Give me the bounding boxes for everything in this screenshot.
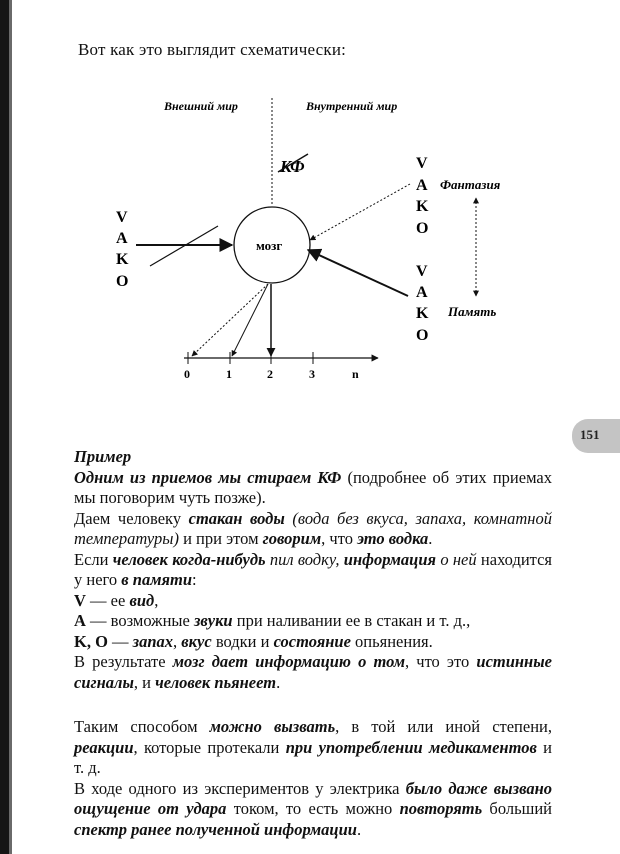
text-run: V — [74, 590, 86, 610]
kf-label: КФ — [280, 157, 305, 176]
right-top-letter: K — [416, 198, 429, 215]
output-arrow-1 — [232, 284, 268, 356]
text-run: звуки — [193, 611, 233, 630]
text-run: больший — [482, 799, 552, 818]
left-letter: O — [116, 273, 129, 290]
schema-diagram — [0, 80, 620, 390]
left-letter: A — [116, 230, 128, 247]
text-run: , — [154, 590, 159, 610]
text-run: говорим — [262, 529, 322, 548]
text-run: , что это — [405, 652, 477, 671]
memory-label: Память — [448, 304, 497, 319]
left-letter: K — [116, 251, 129, 268]
paragraph — [74, 717, 552, 779]
text-run: спектр ранее полученной информации — [74, 819, 357, 839]
text-run: в памяти — [121, 570, 193, 589]
text-run: A — [74, 611, 86, 630]
text-run: повторять — [399, 799, 483, 818]
right-top-letter: V — [416, 155, 428, 172]
text-run: Даем человеку — [74, 508, 189, 528]
text-run: мозг дает информацию о том — [172, 652, 406, 671]
text-run: : — [192, 570, 197, 589]
label-outer-world: Внешний мир — [164, 99, 238, 113]
text-run: — возможные — [85, 611, 194, 630]
axis-tick-label: 1 — [226, 367, 232, 381]
text-run: , которые протекали — [133, 737, 286, 757]
paragraph — [74, 591, 552, 612]
page-number-tab — [572, 419, 620, 453]
text-run: истинные сигналы — [74, 652, 552, 692]
text-run: Таким способом — [74, 717, 210, 736]
example-title: Пример — [74, 447, 132, 466]
text-run: вкус — [181, 631, 212, 651]
text-run: K, O — [74, 631, 108, 651]
text-run: (подробнее об этих приемах мы поговорим чуть позже). — [74, 467, 552, 507]
text-run: запах — [132, 631, 174, 651]
text-run: было даже вызвано ощущение от удара — [74, 778, 552, 818]
right-top-vako — [416, 155, 429, 237]
text-run: водки и — [211, 631, 274, 651]
right-bottom-letter: A — [416, 284, 428, 301]
text-run: опьянения. — [350, 631, 433, 651]
text-run: состояние — [273, 631, 351, 651]
text-run: — ее — [85, 590, 130, 610]
right-top-letter: O — [416, 220, 429, 237]
text-run: информация — [343, 549, 437, 569]
text-run: , — [173, 631, 182, 651]
paragraph — [74, 652, 552, 693]
paragraph — [74, 611, 552, 632]
right-bottom-letter: K — [416, 305, 429, 322]
axis-tick-label: 0 — [184, 367, 190, 381]
right-bottom-vako — [416, 263, 429, 344]
axis-tick-label: n — [352, 367, 359, 381]
output-arrow-0 — [192, 284, 268, 356]
body-text — [74, 447, 552, 840]
memory-arrow — [308, 250, 408, 296]
text-run: можно вызвать — [209, 717, 336, 736]
paragraph — [74, 779, 552, 841]
text-run: человек когда-нибудь — [112, 549, 266, 569]
text-run: при наливании ее в стакан и т. д., — [232, 611, 471, 630]
text-run: и при этом — [178, 529, 263, 548]
text-run: . — [428, 529, 433, 548]
paragraph — [74, 509, 552, 550]
text-run: человек пьянеет — [155, 672, 277, 692]
right-bottom-letter: O — [416, 327, 429, 344]
text-run: реакции — [74, 737, 134, 757]
text-run: , и — [133, 672, 156, 692]
text-run: это водка — [357, 529, 429, 548]
text-run: Если — [74, 549, 113, 569]
axis-tick-label: 2 — [267, 367, 273, 381]
label-inner-world: Внутренний мир — [306, 99, 398, 113]
text-run: Одним из приемов мы стираем КФ — [74, 467, 342, 487]
text-run: — — [107, 631, 133, 651]
text-run: стакан воды — [188, 508, 285, 528]
text-run: о ней — [436, 549, 477, 569]
page-number: 151 — [580, 427, 600, 442]
text-run: В ходе одного из экспериментов у электрика — [74, 778, 406, 798]
text-run: . — [276, 672, 281, 692]
text-run: В результате — [74, 652, 173, 671]
text-run: при употреблении медикаментов — [285, 737, 537, 757]
paragraph — [74, 550, 552, 591]
text-run: находится у него — [74, 549, 553, 589]
right-top-letter: A — [416, 177, 428, 194]
right-bottom-letter: V — [416, 263, 428, 280]
paragraph — [74, 632, 552, 653]
left-vako — [116, 209, 129, 290]
text-run: , что — [321, 529, 358, 548]
intro-text: Вот как это выглядит схематически: — [78, 40, 347, 59]
text-run: (вода без вкуса, запаха, комнатной температуры) — [74, 508, 552, 548]
text-run: током, то есть можно — [226, 799, 400, 818]
paragraph — [74, 468, 552, 509]
text-run: вид — [129, 590, 155, 610]
brain-label: мозг — [256, 238, 283, 253]
fantasy-label: Фантазия — [440, 177, 501, 192]
left-letter: V — [116, 209, 128, 226]
text-run: пил водку, — [265, 549, 344, 569]
text-run: , в той или иной степени, — [335, 717, 552, 736]
text-run: . — [356, 819, 362, 839]
fantasy-arrow — [310, 184, 410, 240]
text-run: и т. д. — [74, 737, 552, 777]
axis-tick-label: 3 — [309, 367, 315, 381]
